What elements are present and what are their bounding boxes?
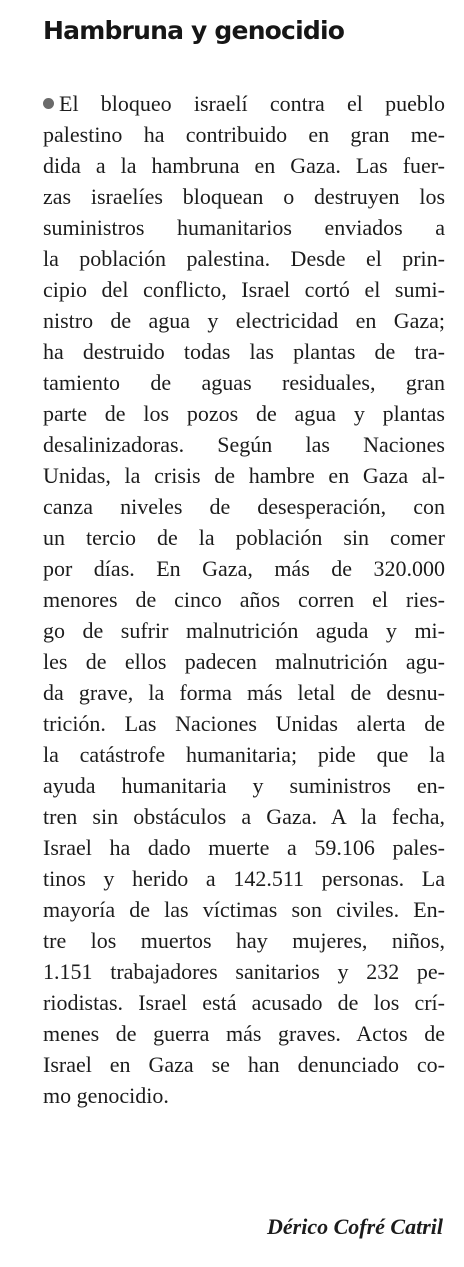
body-line: la población palestina. Desde el prin- xyxy=(43,246,445,271)
body-line: El bloqueo israelí contra el pueblo xyxy=(43,88,445,119)
body-line: palestino ha contribuido en gran me- xyxy=(43,122,445,147)
body-line: menes de guerra más graves. Actos de xyxy=(43,1021,445,1046)
body-line: Israel ha dado muerte a 59.106 pales- xyxy=(43,835,445,860)
body-line: menores de cinco años corren el ries- xyxy=(43,587,445,612)
body-line: ayuda humanitaria y suministros en- xyxy=(43,773,445,798)
body-line: da grave, la forma más letal de desnu- xyxy=(43,680,445,705)
body-line: 1.151 trabajadores sanitarios y 232 pe- xyxy=(43,959,445,984)
body-line: go de sufrir malnutrición aguda y mi- xyxy=(43,618,445,643)
body-line: tre los muertos hay mujeres, niños, xyxy=(43,928,445,953)
body-line: tren sin obstáculos a Gaza. A la fecha, xyxy=(43,804,445,829)
body-line: les de ellos padecen malnutrición agu- xyxy=(43,649,445,674)
body-line: tamiento de aguas residuales, gran xyxy=(43,370,445,395)
body-line: dida a la hambruna en Gaza. Las fuer- xyxy=(43,153,445,178)
body-line: mayoría de las víctimas son civiles. En- xyxy=(43,897,445,922)
body-line: canza niveles de desesperación, con xyxy=(43,494,445,519)
bullet-icon xyxy=(43,98,54,109)
body-line: ha destruido todas las plantas de tra- xyxy=(43,339,445,364)
body-line: parte de los pozos de agua y plantas xyxy=(43,401,445,426)
body-line: zas israelíes bloquean o destruyen los xyxy=(43,184,445,209)
body-line: Unidas, la crisis de hambre en Gaza al- xyxy=(43,463,445,488)
body-line: suministros humanitarios enviados a xyxy=(43,215,445,240)
body-line: mo genocidio. xyxy=(43,1083,169,1108)
article-body xyxy=(43,88,445,1111)
body-line: desalinizadoras. Según las Naciones xyxy=(43,432,445,457)
body-line: cipio del conflicto, Israel cortó el sumi- xyxy=(43,277,445,302)
body-line: tinos y herido a 142.511 personas. La xyxy=(43,866,445,891)
body-line: Israel en Gaza se han denunciado co- xyxy=(43,1052,445,1077)
body-line: trición. Las Naciones Unidas alerta de xyxy=(43,711,445,736)
author-byline: Dérico Cofré Catril xyxy=(267,1214,443,1239)
body-line: por días. En Gaza, más de 320.000 xyxy=(43,556,445,581)
article-headline: Hambruna y genocidio xyxy=(43,16,345,45)
body-line: nistro de agua y electricidad en Gaza; xyxy=(43,308,445,333)
body-line: un tercio de la población sin comer xyxy=(43,525,445,550)
body-line: la catástrofe humanitaria; pide que la xyxy=(43,742,445,767)
body-line: riodistas. Israel está acusado de los crí- xyxy=(43,990,445,1015)
